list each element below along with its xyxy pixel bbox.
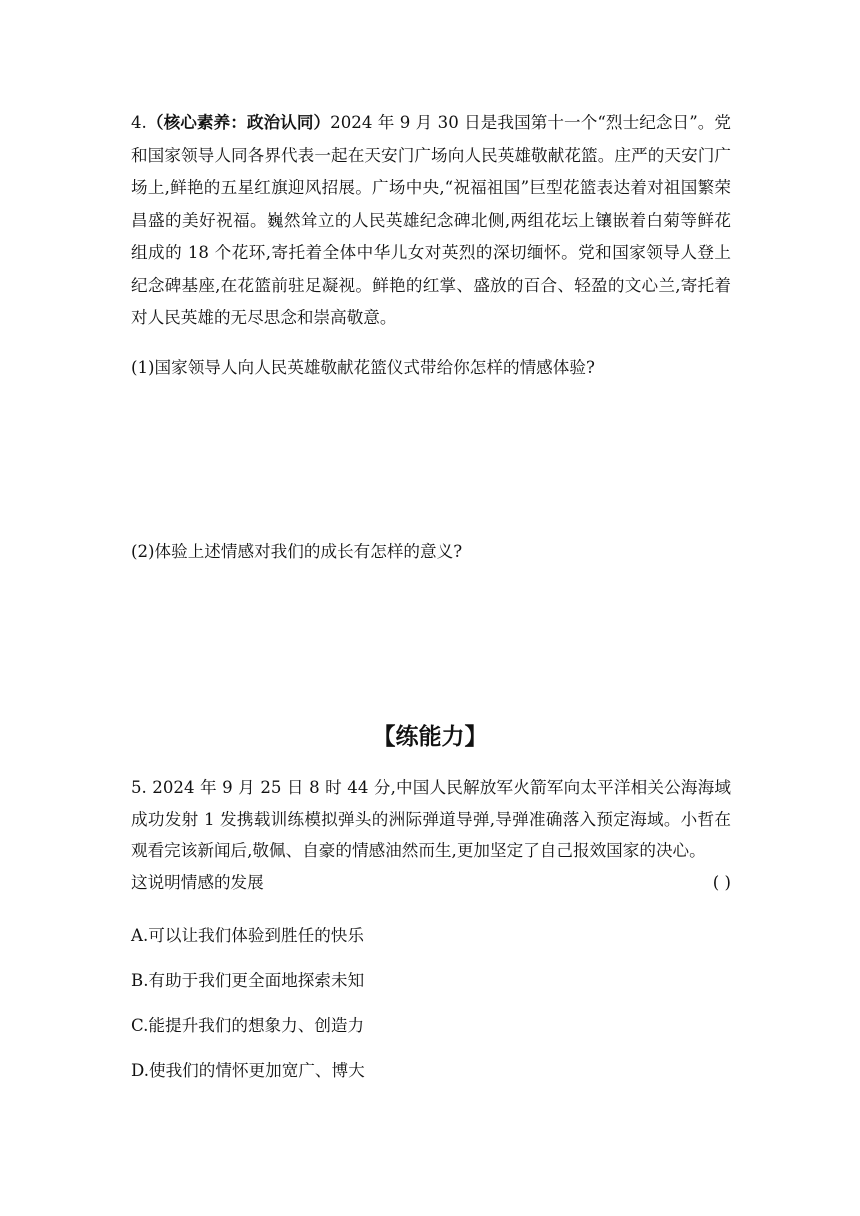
option-d: D.使我们的情怀更加宽广、博大 — [131, 1061, 365, 1080]
section-title: 【练能力】 — [372, 724, 488, 750]
question-5-stem-line — [131, 867, 731, 899]
question-4-number: 4. — [131, 113, 147, 132]
question-4 — [131, 106, 731, 335]
question-4-sub-2: (2)体验上述情感对我们的成长有怎样的意义? — [131, 542, 463, 561]
question-4-body: 2024 年 9 月 30 日是我国第十一个“烈士纪念日”。党和国家领导人同各界代表一起在天安门广场向人民英雄敬献花篮。庄严的天安门广场上,鲜艳的五星红旗迎风招展。广场中央,“祝福祖国”巨型花篮表达着对祖国繁荣昌盛的美好祝福。巍然耸立的人民英雄纪念碑北侧,两组花坛上镶嵌着白菊等鲜花组成的 18 个花环,寄托着全体中华儿女对英烈的深切缅怀。党和国家领导人登上纪念碑基座,在花篮前驻足凝视。鲜艳的红掌、盛放的百合、轻盈的文心兰,寄托着对人民英雄的无尽思念和崇高敬意。 — [131, 113, 732, 327]
question-4-sub-1: (1)国家领导人向人民英雄敬献花篮仪式带给你怎样的情感体验? — [131, 358, 595, 377]
question-5 — [131, 772, 731, 898]
option-c: C.能提升我们的想象力、创造力 — [131, 1016, 365, 1035]
question-5-body: 5. 2024 年 9 月 25 日 8 时 44 分,中国人民解放军火箭军向太平洋相关公海海域成功发射 1 发携载训练模拟弹头的洲际弹道导弹,导弹准确落入预定海域。小哲在观看完该新闻后,敬佩、自豪的情感油然而生,更加坚定了自己报效国家的决心。 — [131, 778, 731, 860]
question-4-label: （核心素养：政治认同） — [146, 112, 331, 132]
option-a: A.可以让我们体验到胜任的快乐 — [131, 926, 364, 945]
option-b: B.有助于我们更全面地探索未知 — [131, 971, 365, 990]
answer-blank: ( ) — [712, 872, 731, 892]
question-5-stem: 这说明情感的发展 — [131, 872, 264, 892]
